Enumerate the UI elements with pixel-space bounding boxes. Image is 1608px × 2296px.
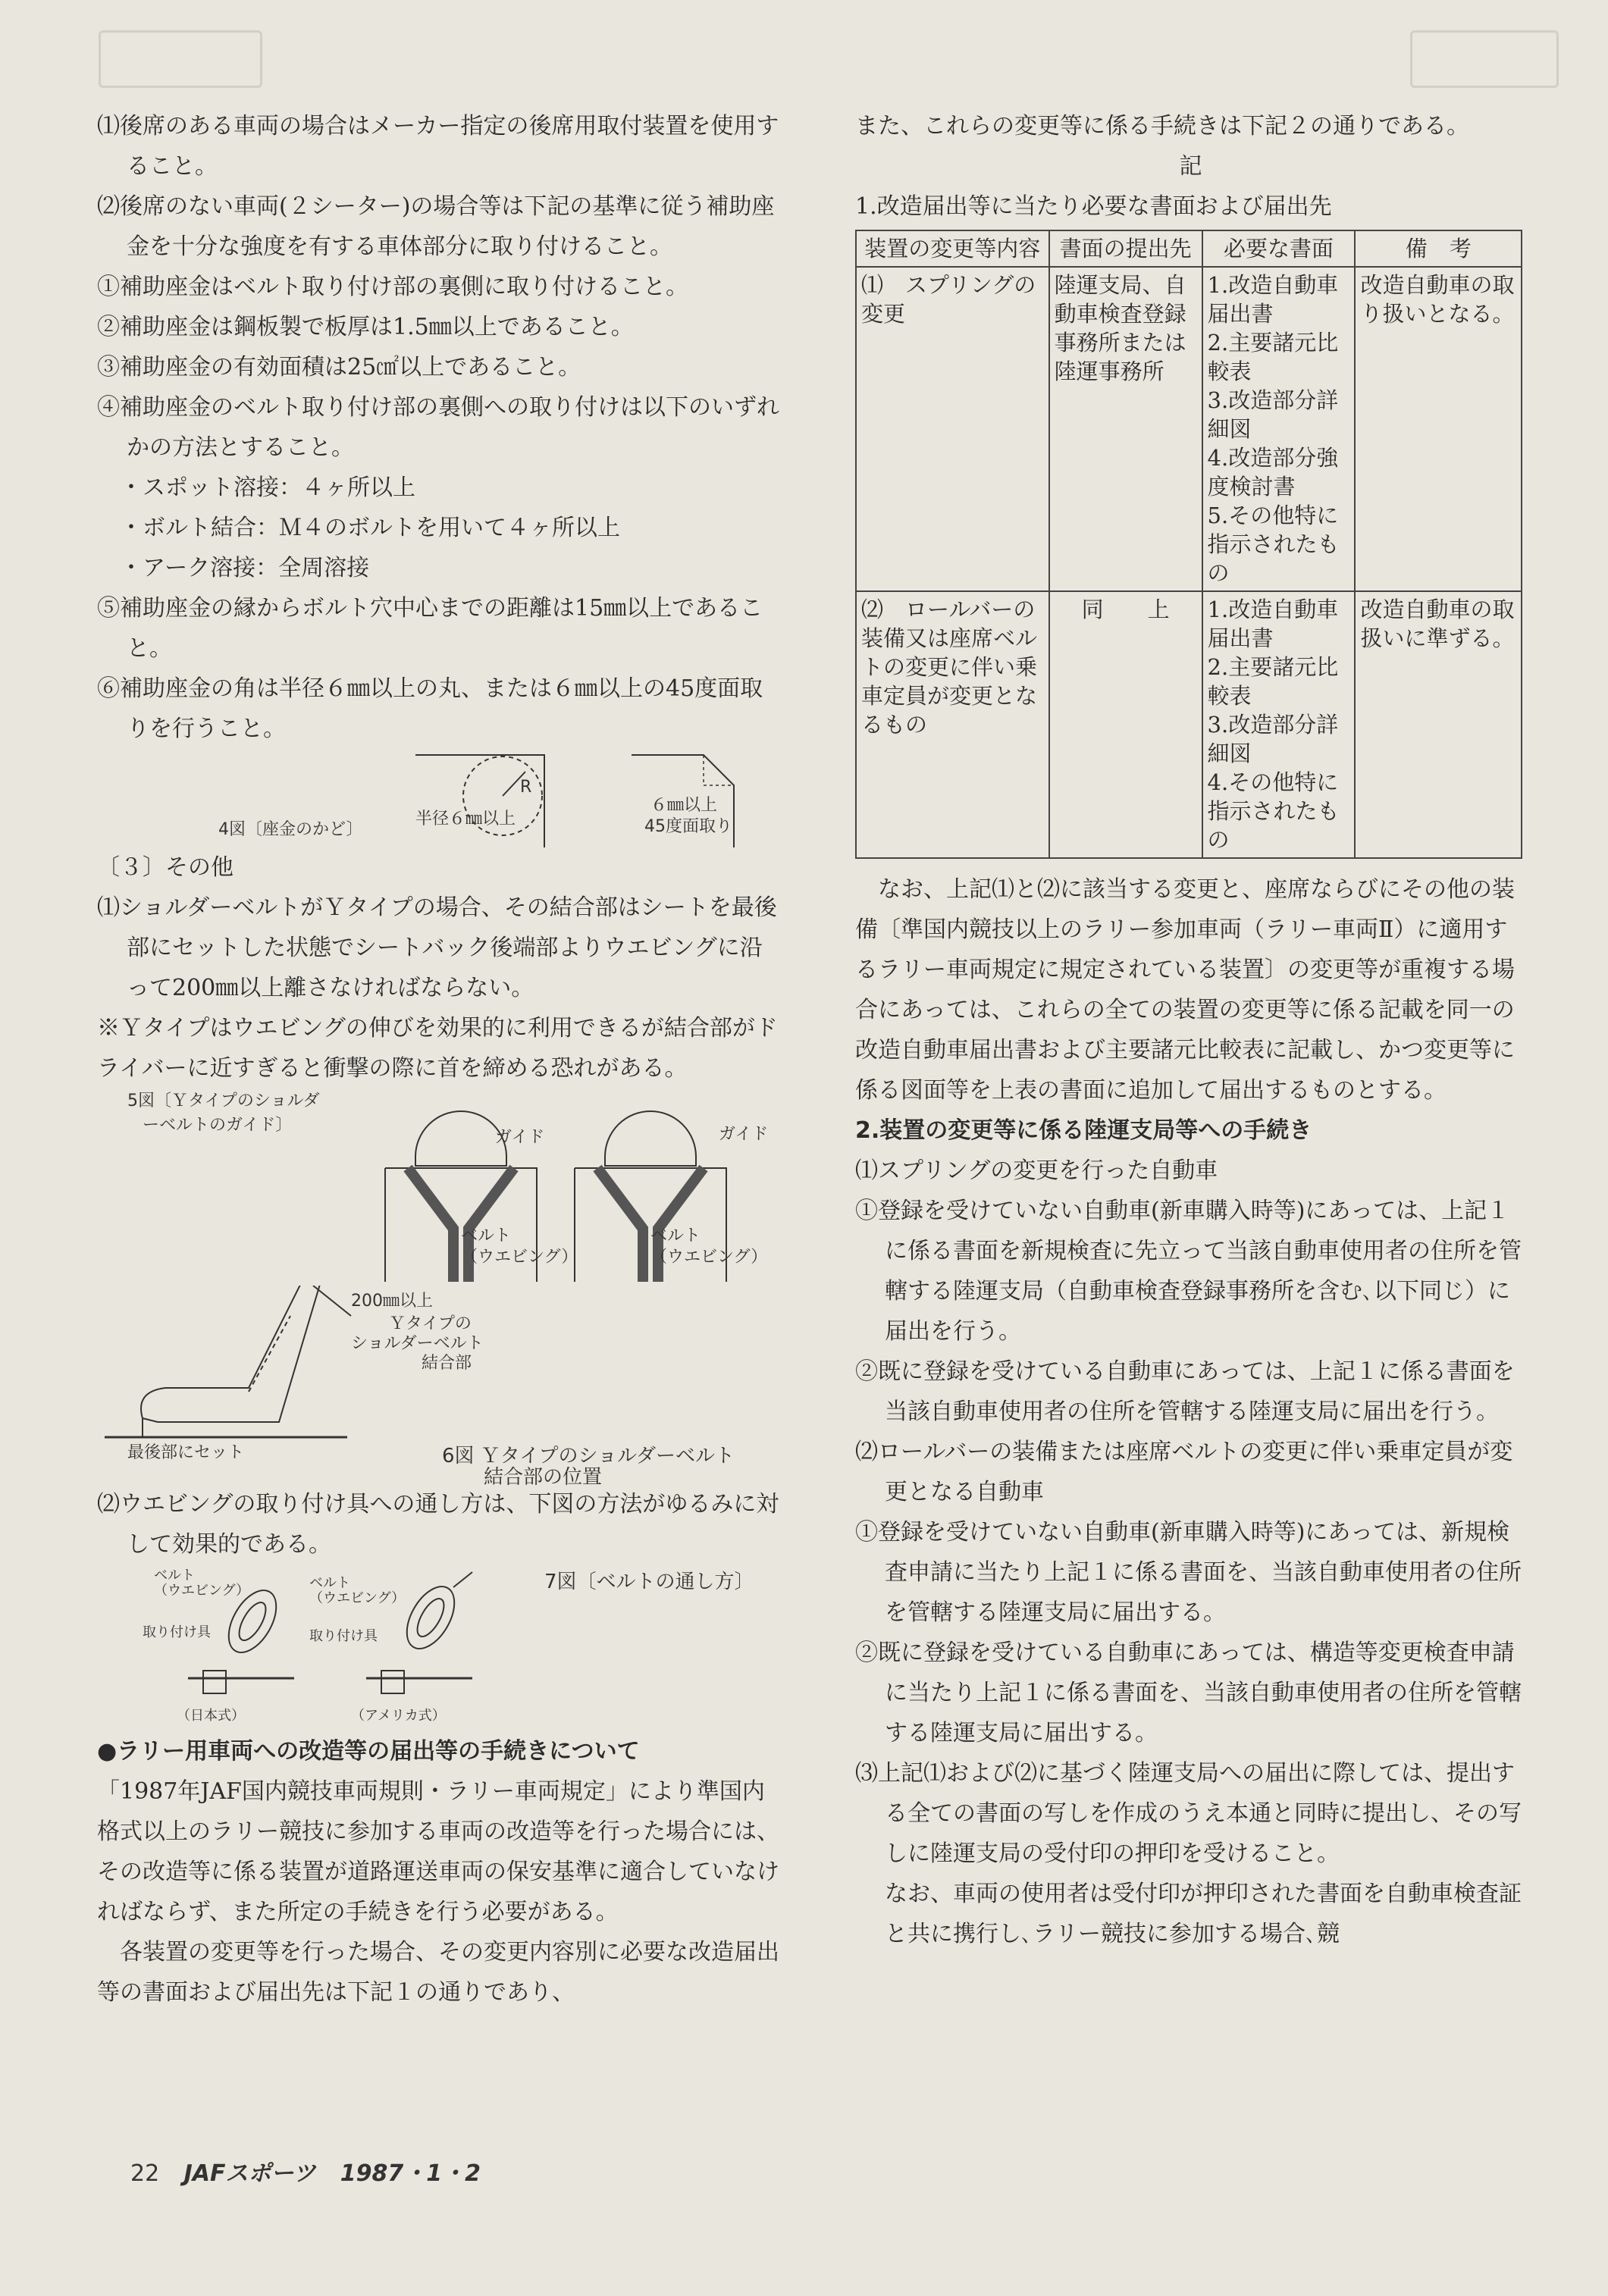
fig4-label-r: R [520, 778, 532, 797]
magazine-name: JAFスポーツ [183, 2160, 316, 2187]
fig4-label-radius: 半径６㎜以上 [415, 810, 516, 829]
method-bolt: ・ボルト結合：Ｍ４のボルトを用いて４ヶ所以上 [120, 515, 620, 541]
fig7-webbing-2: （ウエビング） [309, 1590, 406, 1606]
fig7-belt-1: ベルト [154, 1568, 195, 1583]
row1-documents: 1.改造自動車届出書 2.主要諸元比較表 3.改造部分詳細図 4.改造部分強度検討書 5.その他特に指示されたもの [1202, 267, 1356, 591]
section-3-heading: 〔３〕その他 [97, 854, 234, 881]
item-5: ③補助座金の有効面積は25㎠以上であること。 [97, 354, 581, 381]
header-remarks: 備 考 [1355, 230, 1522, 267]
fig6-label-1: Ｙタイプの [389, 1314, 472, 1333]
figure-7 [97, 1565, 779, 1731]
fig5-webbing-2: （ウエビング） [650, 1248, 768, 1267]
left-column [97, 106, 779, 2013]
ki-heading: 記 [1179, 153, 1202, 180]
item-7: ⑤補助座金の縁からボルト穴中心までの距離は15㎜以上であること。 [97, 595, 763, 662]
fig4-label-chamfer-2: 45度面取り [644, 817, 732, 836]
rally-heading: ●ラリー用車両への改造等の届出等の手続きについて [97, 1738, 640, 1765]
fig7-fitting-1: 取り付け具 [143, 1624, 211, 1640]
fig7-japan-label: （日本式） [177, 1708, 245, 1724]
y-type-item-2: ⑵ウエビングの取り付け具への通し方は、下図の方法がゆるみに対して効果的である。 [97, 1491, 779, 1558]
section-2-heading: 2.装置の変更等に係る陸運支局等への手続き [855, 1117, 1312, 1144]
issue-date: 1987・1・2 [340, 2160, 481, 2187]
masthead-mark-left [99, 30, 262, 88]
s2-item-2a: ①登録を受けていない自動車(新車購入時等)にあっては、新規検査申請に当たり上記１に係る書面を、当該自動車使用者の住所を管轄する陸運支局に届出する。 [855, 1519, 1522, 1626]
s2-item-1a: ①登録を受けていない自動車(新車購入時等)にあっては、上記１に係る書面を新規検査に先立って当該自動車使用者の住所を管轄する陸運支局（自動車検査登録事務所を含む､以下同じ）に届出を行う。 [855, 1198, 1522, 1345]
row2-submit-to: 同 上 [1049, 591, 1202, 858]
s2-item-3-note: なお、車両の使用者は受付印が押印された書面を自動車検査証と共に携行し､ラリー競技に参加する場合､競 [885, 1881, 1522, 1947]
rally-paragraph-1: 「1987年JAF国内競技車両規則・ラリー車両規定」により準国内格式以上のラリー競技に参加する車両の改造等を行った場合には、その改造等に係る装置が道路運送車両の保安基準に適合していなければならず、また所定の手続きを行う必要がある。 [97, 1778, 779, 1925]
fig5-guide-1: ガイド [495, 1128, 545, 1147]
fig6-caption-1: 6図 Ｙタイプのショルダーベルト [442, 1445, 735, 1467]
intro-paragraph: また、これらの変更等に係る手続きは下記２の通りである。 [855, 113, 1469, 139]
row2-remarks: 改造自動車の取扱いに準ずる。 [1355, 591, 1522, 858]
method-spot: ・スポット溶接：４ヶ所以上 [120, 475, 415, 501]
item-2: ⑵後席のない車両(２シーター)の場合等は下記の基準に従う補助座金を十分な強度を有する車体部分に取り付けること。 [97, 193, 775, 260]
rally-paragraph-2: 各装置の変更等を行った場合、その変更内容別に必要な改造届出等の書面および届出先は下記１の通りであり、 [97, 1939, 779, 2006]
fig5-webbing-1: （ウエビング） [461, 1248, 578, 1267]
section-1-heading: 1.改造届出等に当たり必要な書面および届出先 [855, 193, 1332, 220]
fig6-label-2: ショルダーベルト [351, 1334, 484, 1353]
procedure-table [855, 230, 1522, 859]
fig7-caption: 7図〔ベルトの通し方〕 [544, 1571, 754, 1593]
header-documents: 必要な書面 [1202, 230, 1356, 267]
row1-submit-to: 陸運支局、自動車検査登録事務所または陸運事務所 [1049, 267, 1202, 591]
table-header-row [856, 230, 1522, 267]
row1-change: ⑴ スプリングの変更 [856, 267, 1049, 591]
fig7-fitting-2: 取り付け具 [309, 1628, 378, 1644]
row2-change: ⑵ ロールバーの装備又は座席ベルトの変更に伴い乗車定員が変更となるもの [856, 591, 1049, 858]
s2-item-3: ⑶上記⑴および⑵に基づく陸運支局への届出に際しては、提出する全ての書面の写しを作成のうえ本通と同時に提出し、その写しに陸運支局の受付印の押印を受けること。 [855, 1760, 1522, 1867]
fig6-caption-2: 結合部の位置 [484, 1466, 603, 1489]
fig6-dist: 200㎜以上 [351, 1292, 433, 1311]
figure-6 [97, 1286, 779, 1489]
figure-5 [97, 1088, 779, 1286]
fig7-america-label: （アメリカ式） [351, 1708, 446, 1724]
fig6-label-3: 結合部 [422, 1354, 472, 1373]
fig5-belt-1: ベルト [461, 1226, 512, 1245]
fig7-belt-2: ベルト [309, 1575, 350, 1591]
note-paragraph: なお、上記⑴と⑵に該当する変更と、座席ならびにその他の装備〔準国内競技以上のラリー参加車両（ラリー車両Ⅱ）に適用するラリー車両規定に規定されている装置〕の変更等が重複する場合にあっては、これらの全ての装置の変更等に係る記載を同一の改造自動車届出書および主要諸元比較表に記載し、かつ変更等に係る図面等を上表の書面に追加して届出するものとする。 [855, 876, 1515, 1104]
fig5-caption-1: 5図〔Ｙタイプのショルダ [127, 1092, 320, 1110]
table-row [856, 267, 1522, 591]
item-4: ②補助座金は鋼板製で板厚は1.5㎜以上であること。 [97, 314, 634, 340]
s2-item-2b: ②既に登録を受けている自動車にあっては、構造等変更検査申請に当たり上記１に係る書面を、当該自動車使用者の住所を管轄する陸運支局に届出する。 [855, 1640, 1522, 1746]
fig5-belt-2: ベルト [650, 1226, 701, 1245]
fig7-webbing-1: （ウエビング） [154, 1583, 250, 1599]
s2-item-1b: ②既に登録を受けている自動車にあっては、上記１に係る書面を当該自動車使用者の住所を管轄する陸運支局に届出を行う。 [855, 1358, 1515, 1425]
row2-documents: 1.改造自動車届出書 2.主要諸元比較表 3.改造部分詳細図 4.その他特に指示されたもの [1202, 591, 1356, 858]
s2-item-1: ⑴スプリングの変更を行った自動車 [855, 1157, 1218, 1184]
item-3: ①補助座金はベルト取り付け部の裏側に取り付けること。 [97, 274, 688, 300]
page-number: 22 [130, 2160, 160, 2187]
masthead-mark-right [1410, 30, 1559, 88]
item-6: ④補助座金のベルト取り付け部の裏側への取り付けは以下のいずれかの方法とすること。 [97, 394, 779, 461]
y-type-note: ※Ｙタイプはウエビングの伸びを効果的に利用できるが結合部がドライバーに近すぎると衝撃の際に首を締める恐れがある。 [97, 1015, 778, 1082]
fig5-guide-2: ガイド [719, 1125, 769, 1144]
item-1: ⑴後席のある車両の場合はメーカー指定の後席用取付装置を使用すること。 [97, 113, 779, 180]
right-column [855, 106, 1526, 1954]
method-arc: ・アーク溶接：全周溶接 [120, 555, 370, 581]
figure-4 [97, 749, 779, 847]
s2-item-2: ⑵ロールバーの装備または座席ベルトの変更に伴い乗車定員が変更となる自動車 [855, 1439, 1513, 1505]
fig4-label-chamfer-1: ６㎜以上 [650, 796, 718, 815]
item-8: ⑥補助座金の角は半径６㎜以上の丸、または６㎜以上の45度面取りを行うこと。 [97, 675, 763, 742]
header-change: 装置の変更等内容 [856, 230, 1049, 267]
y-type-item-1: ⑴ショルダーベルトがＹタイプの場合、その結合部はシートを最後部にセットした状態でシートバック後端部よりウエビングに沿って200㎜以上離さなければならない。 [97, 894, 777, 1001]
page-footer [130, 2154, 497, 2188]
table-row [856, 591, 1522, 858]
fig5-caption-2: ーベルトのガイド〕 [143, 1116, 293, 1135]
fig4-caption: 4図〔座金のかど〕 [218, 820, 363, 839]
fig6-seat-label: 最後部にセット [127, 1443, 245, 1462]
row1-remarks: 改造自動車の取り扱いとなる。 [1355, 267, 1522, 591]
header-submit-to: 書面の提出先 [1049, 230, 1202, 267]
